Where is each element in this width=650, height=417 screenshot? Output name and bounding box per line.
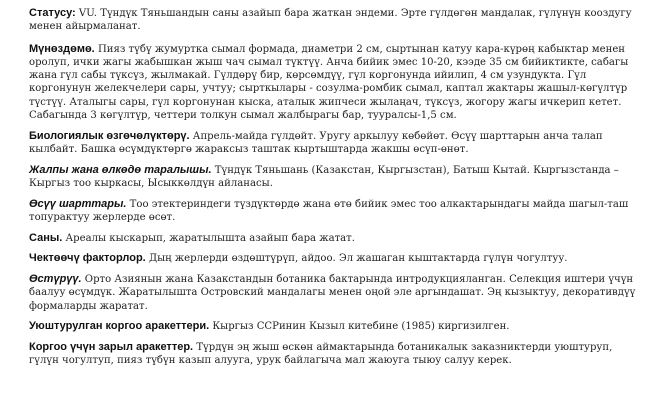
section-text: Түндүк Тяньшань (Казакстан, Кыргызстан), Батыш Кытай. Кыргызстанда – Кыргыз тоо кыркасы, Ысыккөлдүн айланасы. xyxy=(29,164,619,190)
section-heading: Өсүү шарттары. xyxy=(29,197,127,210)
document-body xyxy=(29,7,636,375)
section-text: Түрдүн эң жыш өскөн аймактарында ботаникалык заказниктерди уюштуруп, гүлүн чогултуп, пияз түбүн казып алууга, урук байлагыча мал жаюуга тыюу салуу керек. xyxy=(29,342,613,367)
section-text: Кыргыз ССРинин Кызыл китебине (1985) киргизилген. xyxy=(209,321,510,333)
distribution-paragraph xyxy=(29,164,636,191)
section-text: VU. Түндүк Тяньшандын саны азайып бара жаткан эндеми. Эрте гүлдөгөн мандалак, гүлүнүн кооздугу менен айырмаланат. xyxy=(29,8,632,33)
status-paragraph xyxy=(29,7,636,34)
section-text: Тоо этектериндеги түздүктөрдө жана өтө бийик эмес тоо алкактарындагы майда шагыл-таш топурактуу жерлерде өсөт. xyxy=(29,198,629,224)
section-text: Ареалы кыскарып, жаратылышта азайып бара жатат. xyxy=(62,232,355,244)
section-text: Апрель-майда гүлдөйт. Уругу аркылуу көбөйөт. Өсүү шарттарын анча талап кылбайт. Башка өсүмдүктөргө жараксыз таштак кыртыштарда жакшы өсүп-өнөт. xyxy=(29,130,603,156)
section-heading: Коргоо үчүн зарыл аракеттер. xyxy=(29,341,194,354)
section-heading: Жалпы жана өлкөдө таралышы. xyxy=(29,163,212,176)
biology-paragraph xyxy=(29,130,636,157)
limiting-factors-paragraph xyxy=(29,252,636,265)
section-heading: Мүнөздөмө. xyxy=(29,42,95,55)
protection-measures-paragraph xyxy=(29,320,636,333)
section-text: Пияз түбү жумуртка сымал формада, диаметри 2 см, сыртынан катуу кара-күрөң кабыктар менен оролуп, ички жагы жабышкан жыш чач сымал түктүү. Анча бийик эмес 10-20, кээде 35 см бийиктикте, сабагы жана гүл сабы түксүз, жылмакай. Гүлдөрү бир, көрсөмдүү, гүл коргонунда ийилип, 4 см узундукта. Гүл коргонунун желекчелери сары, учтуу; сырткылары - созулма-ромбик сымал, каптал жактары жашыл-көгүлтүр түстүү. Аталыгы сары, гүл коргонунан кыска, аталык жипчеси жылаңач, түксүз, жогору жагы ичкерип кетет. Сабагында 3 көгүлтүр, четтери толкун сымал жалбырагы бар, тууралсы-1,5 см. xyxy=(29,43,629,122)
section-heading: Өстүрүү. xyxy=(29,273,82,286)
section-heading: Биологиялык өзгөчөлүктөрү. xyxy=(29,129,190,142)
abundance-paragraph xyxy=(29,232,636,245)
section-text: Орто Азиянын жана Казакстандын ботаника бактарында интродукцияланган. Селекция иштери үчүн баалуу өсүмдүк. Жаратылышта Островский мандалагы менен оңой эле аргындашат. Эң кызыктуу, декоративдүү формаларды жаратат. xyxy=(29,274,636,312)
growth-conditions-paragraph xyxy=(29,198,636,225)
required-actions-paragraph xyxy=(29,341,636,368)
description-paragraph xyxy=(29,43,636,123)
cultivation-paragraph xyxy=(29,273,636,313)
section-heading: Уюштурулган коргоо аракеттери. xyxy=(29,320,210,333)
section-heading: Чектөөчү факторлор. xyxy=(29,252,146,265)
section-heading: Саны. xyxy=(29,231,63,244)
section-text: Дың жерлерди өздөштүрүп, айдоо. Эл жашаган кыштактарда гүлүн чогултуу. xyxy=(145,253,568,265)
section-heading: Статусу: xyxy=(29,7,76,19)
